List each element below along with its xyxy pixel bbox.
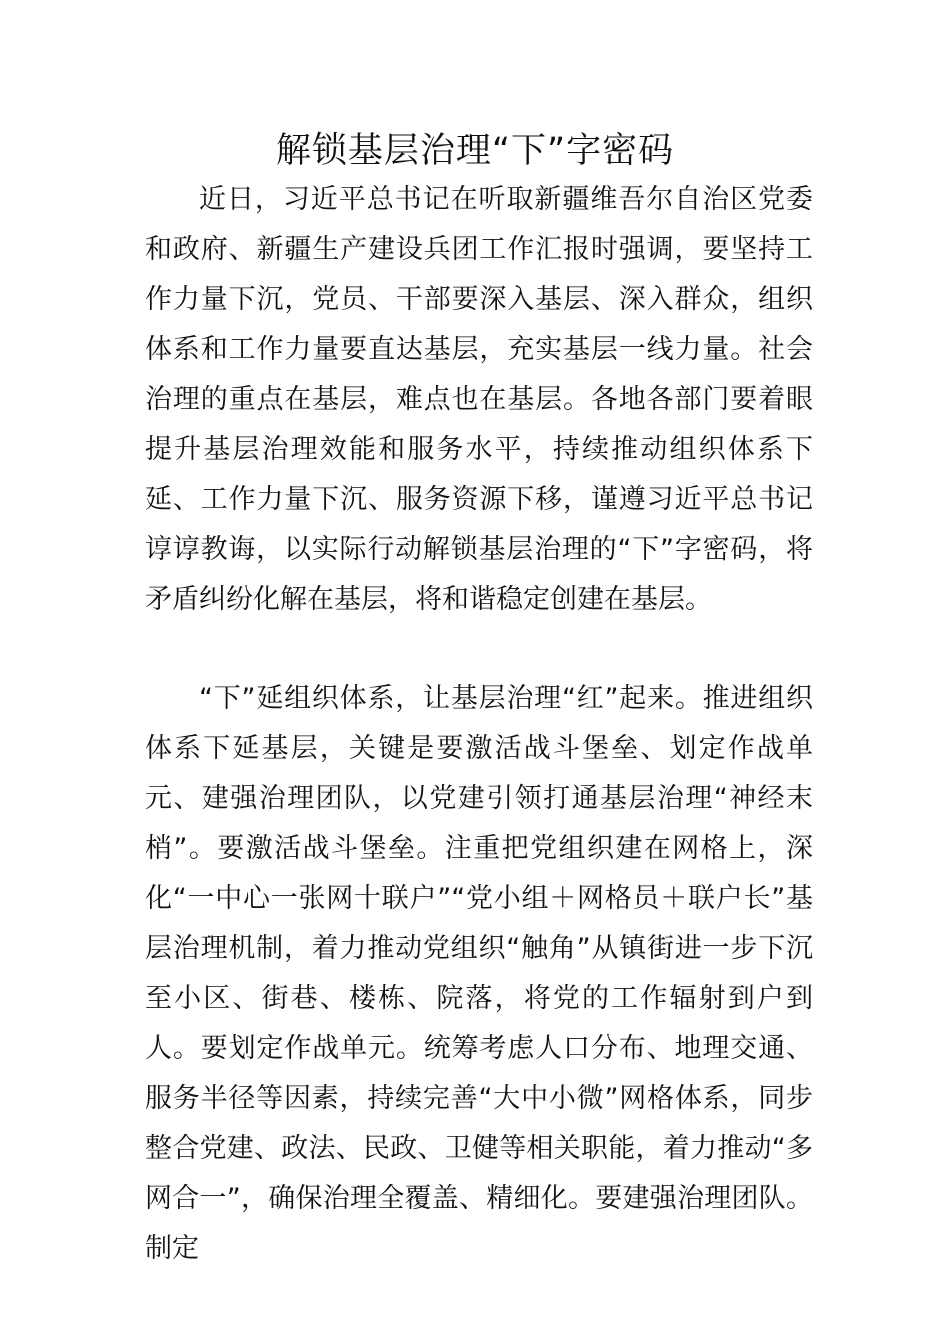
paragraph-intro: 近日，习近平总书记在听取新疆维吾尔自治区党委和政府、新疆生产建设兵团工作汇报时强调，要坚持工作力量下沉，党员、干部要深入基层、深入群众，组织体系和工作力量要直达基层，充实基层一线力量。社会治理的重点在基层，难点也在基层。各地各部门要着眼提升基层治理效能和服务水平，持续推动组织体系下延、工作力量下沉、服务资源下移，谨遵习近平总书记谆谆教诲，以实际行动解锁基层治理的“下”字密码，将矛盾纠纷化解在基层，将和谐稳定创建在基层。 [145,184,813,615]
document-title: 解锁基层治理“下”字密码 [275,131,675,171]
paragraph-organization-system: “下”延组织体系，让基层治理“红”起来。推进组织体系下延基层，关键是要激活战斗堡垒、划定作战单元、建强治理团队，以党建引领打通基层治理“神经末梢”。要激活战斗堡垒。注重把党组织建在网格上，深化“一中心一张网十联户”“党小组＋网格员＋联户长”基层治理机制，着力推动党组织“触角”从镇街进一步下沉至小区、街巷、楼栋、院落，将党的工作辐射到户到人。要划定作战单元。统筹考虑人口分布、地理交通、服务半径等因素，持续完善“大中小微”网格体系，同步整合党建、政法、民政、卫健等相关职能，着力推动“多网合一”，确保治理全覆盖、精细化。要建强治理团队。制定 [145,683,813,1264]
